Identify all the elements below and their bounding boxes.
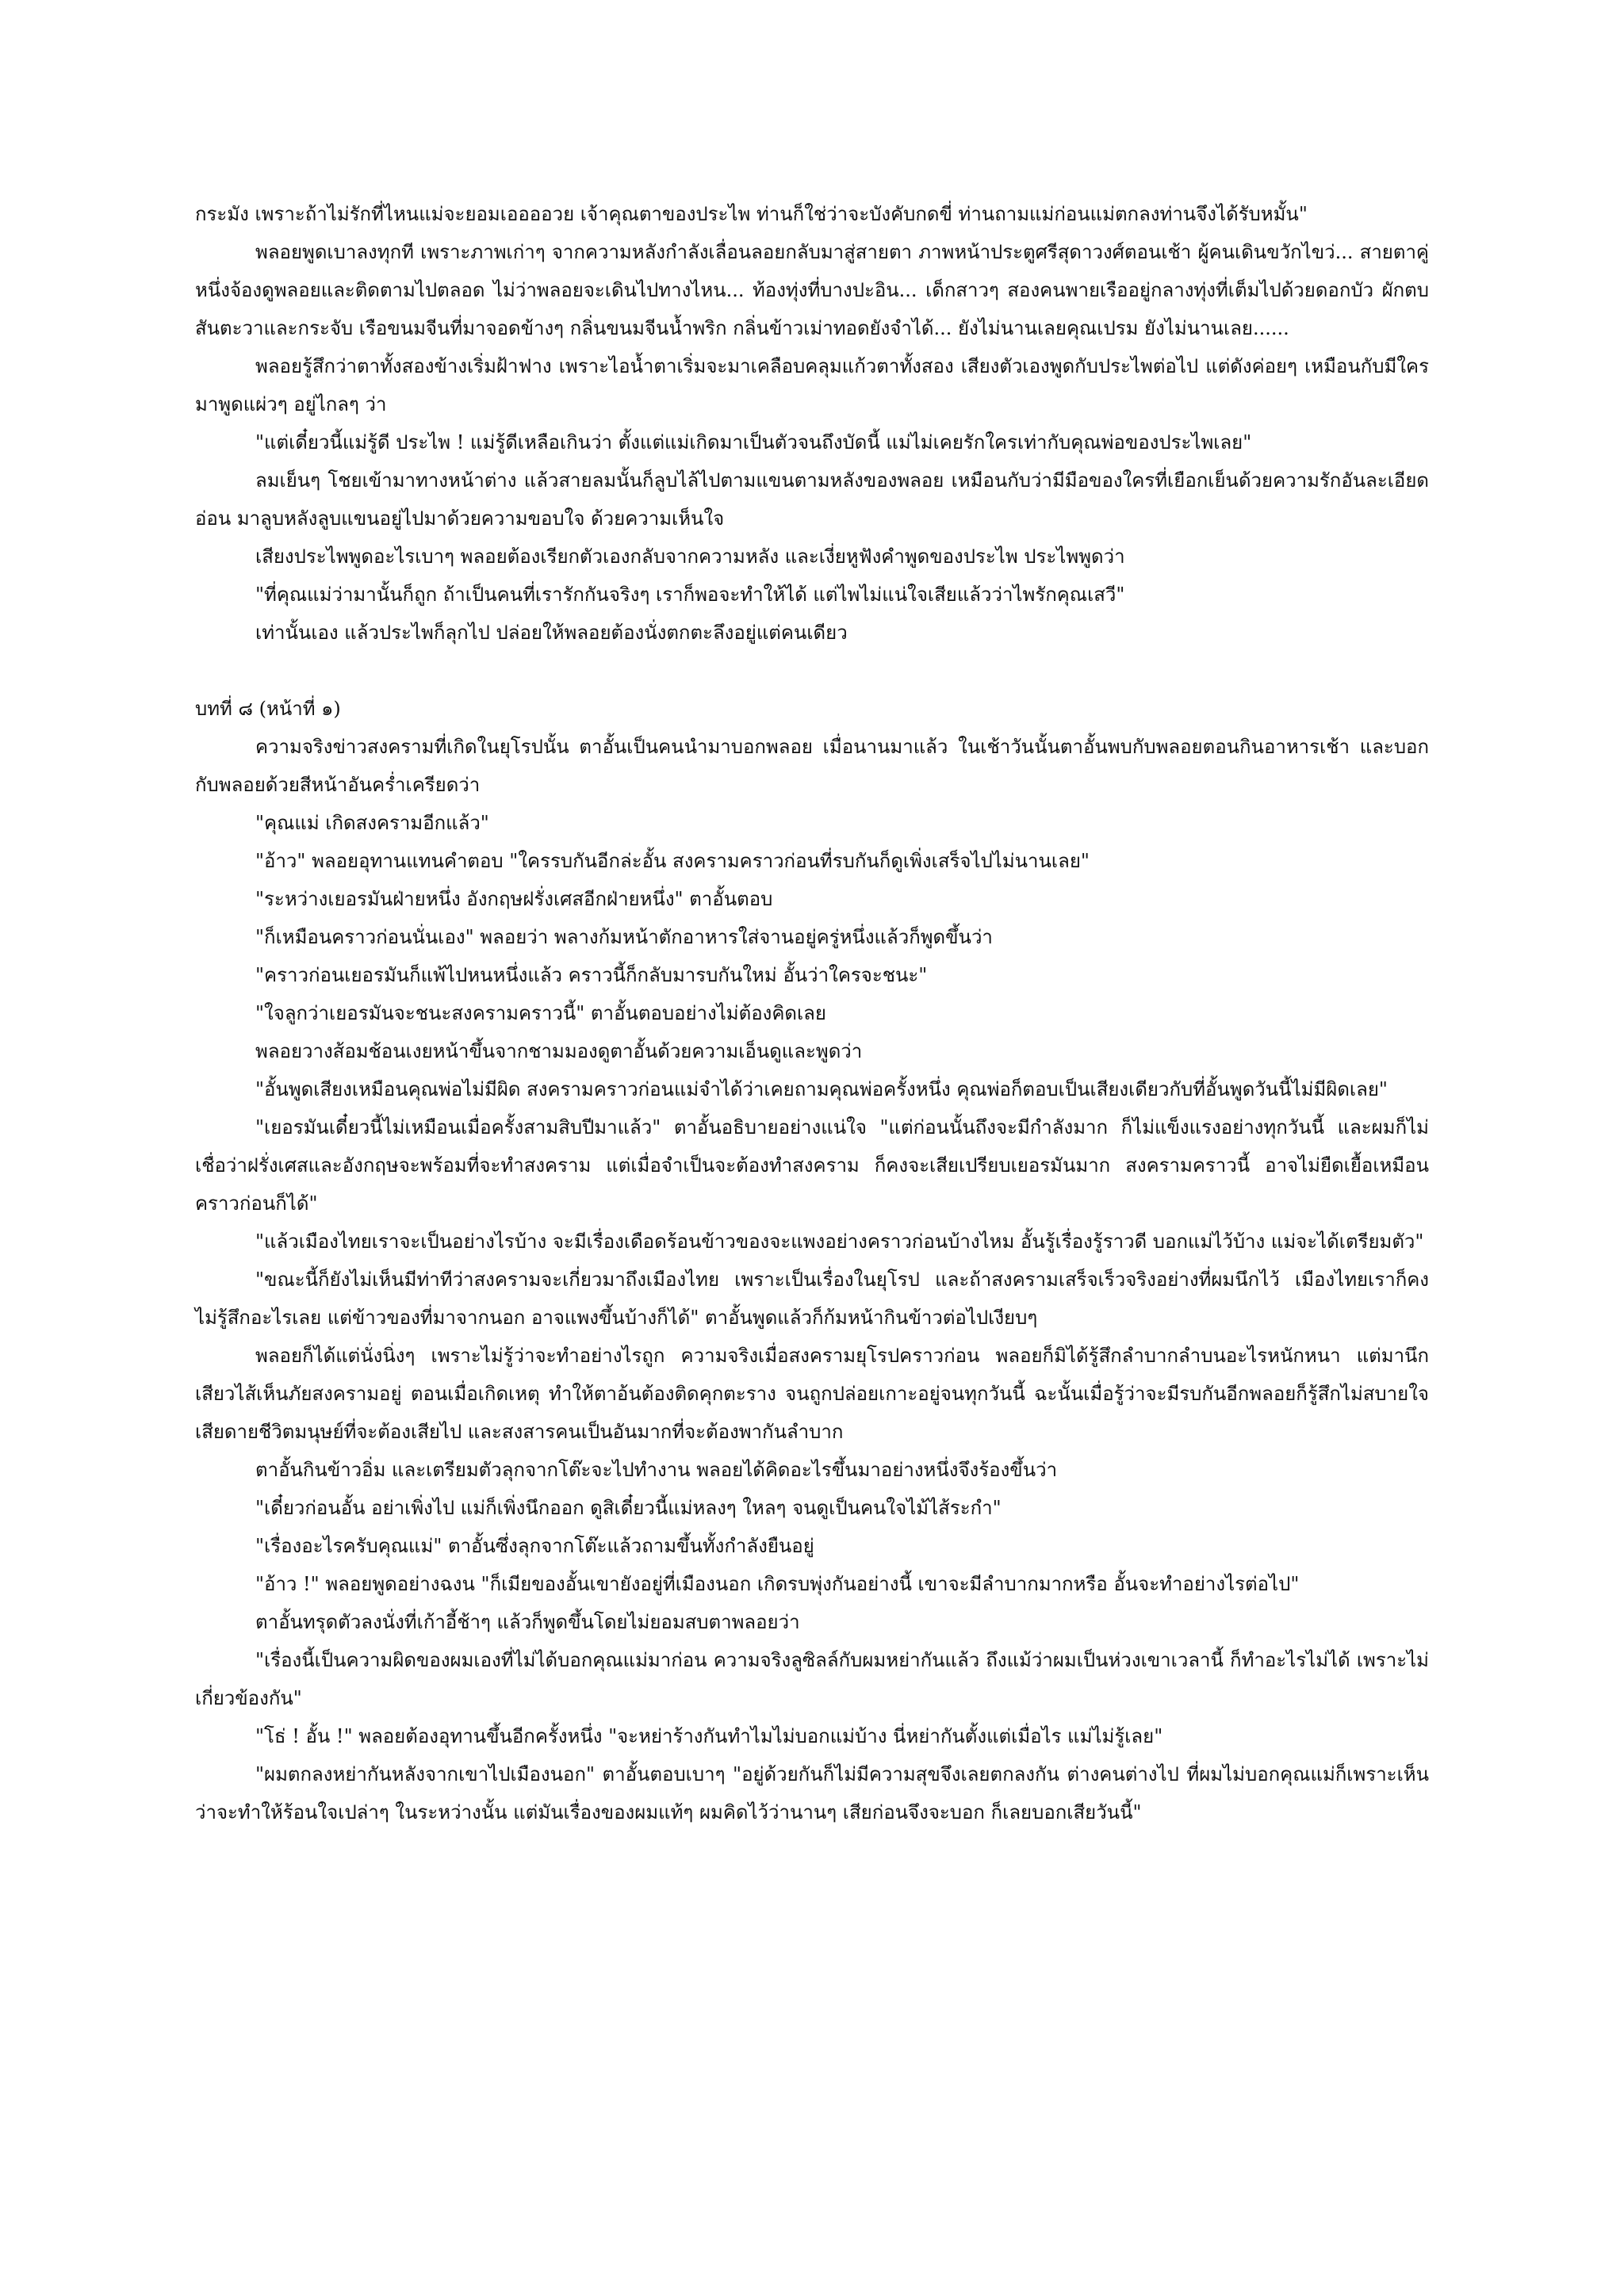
paragraph: "โธ่ ! อั้น !" พลอยต้องอุทานขึ้นอีกครั้งหนึ่ง "จะหย่าร้างกันทำไมไม่บอกแม่บ้าง นี่หย่ากันตั้งแต่เมื่อไร แม่ไม่รู้เลย" bbox=[255, 1725, 1163, 1747]
text-block-before bbox=[195, 195, 1429, 652]
paragraph: "เดี๋ยวก่อนอั้น อย่าเพิ่งไป แม่ก็เพิ่งนึกออก ดูสิเดี๋ยวนี้แม่หลงๆ ใหลๆ จนดูเป็นคนใจไม้ไส้ระกำ" bbox=[255, 1497, 1002, 1519]
paragraph: "แต่เดี๋ยวนี้แม่รู้ดี ประไพ ! แม่รู้ดีเหลือเกินว่า ตั้งแต่แม่เกิดมาเป็นตัวจนถึงบัดนี้ แม่ไม่เคยรักใครเท่ากับคุณพ่อของประไพเลย" bbox=[255, 431, 1252, 453]
paragraph: "อ้าว" พลอยอุทานแทนคำตอบ "ใครรบกันอีกล่ะอั้น สงครามคราวก่อนที่รบกันก็ดูเพิ่งเสร็จไปไม่นานเลย" bbox=[255, 850, 1090, 872]
paragraph: "อั้นพูดเสียงเหมือนคุณพ่อไม่มีผิด สงครามคราวก่อนแม่จำได้ว่าเคยถามคุณพ่อครั้งหนึ่ง คุณพ่อก็ตอบเป็นเสียงเดียวกับที่อั้นพูดวันนี้ไม่มีผิดเลย" bbox=[255, 1078, 1388, 1100]
chapter-heading: บทที่ ๘ (หน้าที่ ๑) bbox=[195, 698, 341, 720]
paragraph: "ที่คุณแม่ว่ามานั้นก็ถูก ถ้าเป็นคนที่เรารักกันจริงๆ เราก็พอจะทำให้ได้ แต่ไพไม่แน่ใจเสียแล้วว่าไพรักคุณเสวี" bbox=[255, 584, 1125, 606]
paragraph: กระมัง เพราะถ้าไม่รักที่ไหนแม่จะยอมเออออวย เจ้าคุณตาของประไพ ท่านก็ใช่ว่าจะบังคับกดขี่ ท่านถามแม่ก่อนแม่ตกลงท่านจึงได้รับหมั้น" bbox=[195, 203, 1308, 225]
paragraph: "เรื่องอะไรครับคุณแม่" ตาอั้นซึ่งลุกจากโต๊ะแล้วถามขึ้นทั้งกำลังยืนอยู่ bbox=[255, 1535, 814, 1557]
paragraph: "ก็เหมือนคราวก่อนนั่นเอง" พลอยว่า พลางก้มหน้าตักอาหารใส่จานอยู่ครู่หนึ่งแล้วก็พูดขึ้นว่า bbox=[255, 926, 993, 948]
paragraph: "ระหว่างเยอรมันฝ่ายหนึ่ง อังกฤษฝรั่งเศสอีกฝ่ายหนึ่ง" ตาอั้นตอบ bbox=[255, 888, 773, 910]
paragraph: พลอยรู้สึกว่าตาทั้งสองข้างเริ่มฝ้าฟาง เพราะไอน้ำตาเริ่มจะมาเคลือบคลุมแก้วตาทั้งสอง เสียงตัวเองพูดกับประไพต่อไป แต่ดังค่อยๆ เหมือนกับมีใครมาพูดแผ่วๆ อยู่ไกลๆ ว่า bbox=[195, 355, 1429, 415]
text-block-after bbox=[195, 728, 1429, 1831]
document-page bbox=[195, 195, 1429, 1831]
section-spacer bbox=[195, 652, 1429, 690]
paragraph: เสียงประไพพูดอะไรเบาๆ พลอยต้องเรียกตัวเองกลับจากความหลัง และเงี่ยหูฟังคำพูดของประไพ ประไพพูดว่า bbox=[255, 545, 1125, 568]
paragraph: "เยอรมันเดี๋ยวนี้ไม่เหมือนเมื่อครั้งสามสิบปีมาแล้ว" ตาอั้นอธิบายอย่างแน่ใจ "แต่ก่อนนั้นถึงจะมีกำลังมาก ก็ไม่แข็งแรงอย่างทุกวันนี้ และผมก็ไม่เชื่อว่าฝรั่งเศสและอังกฤษจะพร้อมที่จะทำสงคราม แต่เมื่อจำเป็นจะต้องทำสงคราม ก็คงจะเสียเปรียบเยอรมันมาก สงครามคราวนี้ อาจไม่ยืดเยื้อเหมือนคราวก่อนก็ได้" bbox=[195, 1116, 1429, 1215]
paragraph: "แล้วเมืองไทยเราจะเป็นอย่างไรบ้าง จะมีเรื่องเดือดร้อนข้าวของจะแพงอย่างคราวก่อนบ้างไหม อั้นรู้เรื่องรู้ราวดี บอกแม่ไว้บ้าง แม่จะได้เตรียมตัว" bbox=[255, 1230, 1424, 1253]
paragraph: "อ้าว !" พลอยพูดอย่างฉงน "ก็เมียของอั้นเขายังอยู่ที่เมืองนอก เกิดรบพุ่งกันอย่างนี้ เขาจะมีลำบากมากหรือ อั้นจะทำอย่างไรต่อไป" bbox=[255, 1573, 1300, 1595]
paragraph: "คุณแม่ เกิดสงครามอีกแล้ว" bbox=[255, 812, 489, 834]
paragraph: ตาอั้นกินข้าวอิ่ม และเตรียมตัวลุกจากโต๊ะจะไปทำงาน พลอยได้คิดอะไรขึ้นมาอย่างหนึ่งจึงร้องขึ้นว่า bbox=[255, 1459, 1058, 1481]
paragraph: พลอยพูดเบาลงทุกที เพราะภาพเก่าๆ จากความหลังกำลังเลื่อนลอยกลับมาสู่สายตา ภาพหน้าประตูศรีสุดาวงศ์ตอนเช้า ผู้คนเดินขวักไขว่... สายตาคู่หนึ่งจ้องดูพลอยและติดตามไปตลอด ไม่ว่าพลอยจะเดินไปทางไหน... ท้องทุ่งที่บางปะอิน... เด็กสาวๆ สองคนพายเรืออยู่กลางทุ่งที่เต็มไปด้วยดอกบัว ผักตบสันตะวาและกระจับ เรือขนมจีนที่มาจอดข้างๆ กลิ่นขนมจีนน้ำพริก กลิ่นข้าวเม่าทอดยังจำได้... ยังไม่นานเลยคุณเปรม ยังไม่นานเลย...... bbox=[195, 241, 1429, 339]
paragraph: พลอยวางส้อมช้อนเงยหน้าขึ้นจากชามมองดูตาอั้นด้วยความเอ็นดูและพูดว่า bbox=[255, 1040, 863, 1062]
paragraph: ลมเย็นๆ โชยเข้ามาทางหน้าต่าง แล้วสายลมนั้นก็ลูบไล้ไปตามแขนตามหลังของพลอย เหมือนกับว่ามีมือของใครที่เยือกเย็นด้วยความรักอันละเอียดอ่อน มาลูบหลังลูบแขนอยู่ไปมาด้วยความขอบใจ ด้วยความเห็นใจ bbox=[195, 469, 1429, 530]
paragraph: "คราวก่อนเยอรมันก็แพ้ไปหนหนึ่งแล้ว คราวนี้ก็กลับมารบกันใหม่ อั้นว่าใครจะชนะ" bbox=[255, 964, 928, 986]
paragraph: เท่านั้นเอง แล้วประไพก็ลุกไป ปล่อยให้พลอยต้องนั่งตกตะลึงอยู่แต่คนเดียว bbox=[255, 622, 848, 644]
paragraph: "ผมตกลงหย่ากันหลังจากเขาไปเมืองนอก" ตาอั้นตอบเบาๆ "อยู่ด้วยกันก็ไม่มีความสุขจึงเลยตกลงกัน ต่างคนต่างไป ที่ผมไม่บอกคุณแม่ก็เพราะเห็นว่าจะทำให้ร้อนใจเปล่าๆ ในระหว่างนั้น แต่มันเรื่องของผมแท้ๆ ผมคิดไว้ว่านานๆ เสียก่อนจึงจะบอก ก็เลยบอกเสียวันนี้" bbox=[195, 1763, 1429, 1823]
paragraph: ความจริงข่าวสงครามที่เกิดในยุโรปนั้น ตาอั้นเป็นคนนำมาบอกพลอย เมื่อนานมาแล้ว ในเช้าวันนั้นตาอั้นพบกับพลอยตอนกินอาหารเช้า และบอกกับพลอยด้วยสีหน้าอันคร่ำเครียดว่า bbox=[195, 736, 1429, 796]
paragraph: "ขณะนี้ก็ยังไม่เห็นมีท่าทีว่าสงครามจะเกี่ยวมาถึงเมืองไทย เพราะเป็นเรื่องในยุโรป และถ้าสงครามเสร็จเร็วจริงอย่างที่ผมนึกไว้ เมืองไทยเราก็คงไม่รู้สึกอะไรเลย แต่ข้าวของที่มาจากนอก อาจแพงขึ้นบ้างก็ได้" ตาอั้นพูดแล้วก็ก้มหน้ากินข้าวต่อไปเงียบๆ bbox=[195, 1269, 1429, 1329]
paragraph: "ใจลูกว่าเยอรมันจะชนะสงครามคราวนี้" ตาอั้นตอบอย่างไม่ต้องคิดเลย bbox=[255, 1002, 826, 1024]
paragraph: พลอยก็ได้แต่นั่งนิ่งๆ เพราะไม่รู้ว่าจะทำอย่างไรถูก ความจริงเมื่อสงครามยุโรปคราวก่อน พลอยก็มิได้รู้สึกลำบากลำบนอะไรหนักหนา แต่มานึกเสียวไส้เห็นภัยสงครามอยู่ ตอนเมื่อเกิดเหตุ ทำให้ตาอ้นต้องติดคุกตะราง จนถูกปล่อยเกาะอยู่จนทุกวันนี้ ฉะนั้นเมื่อรู้ว่าจะมีรบกันอีกพลอยก็รู้สึกไม่สบายใจ เสียดายชีวิตมนุษย์ที่จะต้องเสียไป และสงสารคนเป็นอันมากที่จะต้องพากันลำบาก bbox=[195, 1345, 1429, 1443]
paragraph: "เรื่องนี้เป็นความผิดของผมเองที่ไม่ได้บอกคุณแม่มาก่อน ความจริงลูซิลล์กับผมหย่ากันแล้ว ถึงแม้ว่าผมเป็นห่วงเขาเวลานี้ ก็ทำอะไรไม่ได้ เพราะไม่เกี่ยวข้องกัน" bbox=[195, 1649, 1429, 1709]
paragraph: ตาอั้นทรุดตัวลงนั่งที่เก้าอี้ช้าๆ แล้วก็พูดขึ้นโดยไม่ยอมสบตาพลอยว่า bbox=[255, 1611, 800, 1633]
